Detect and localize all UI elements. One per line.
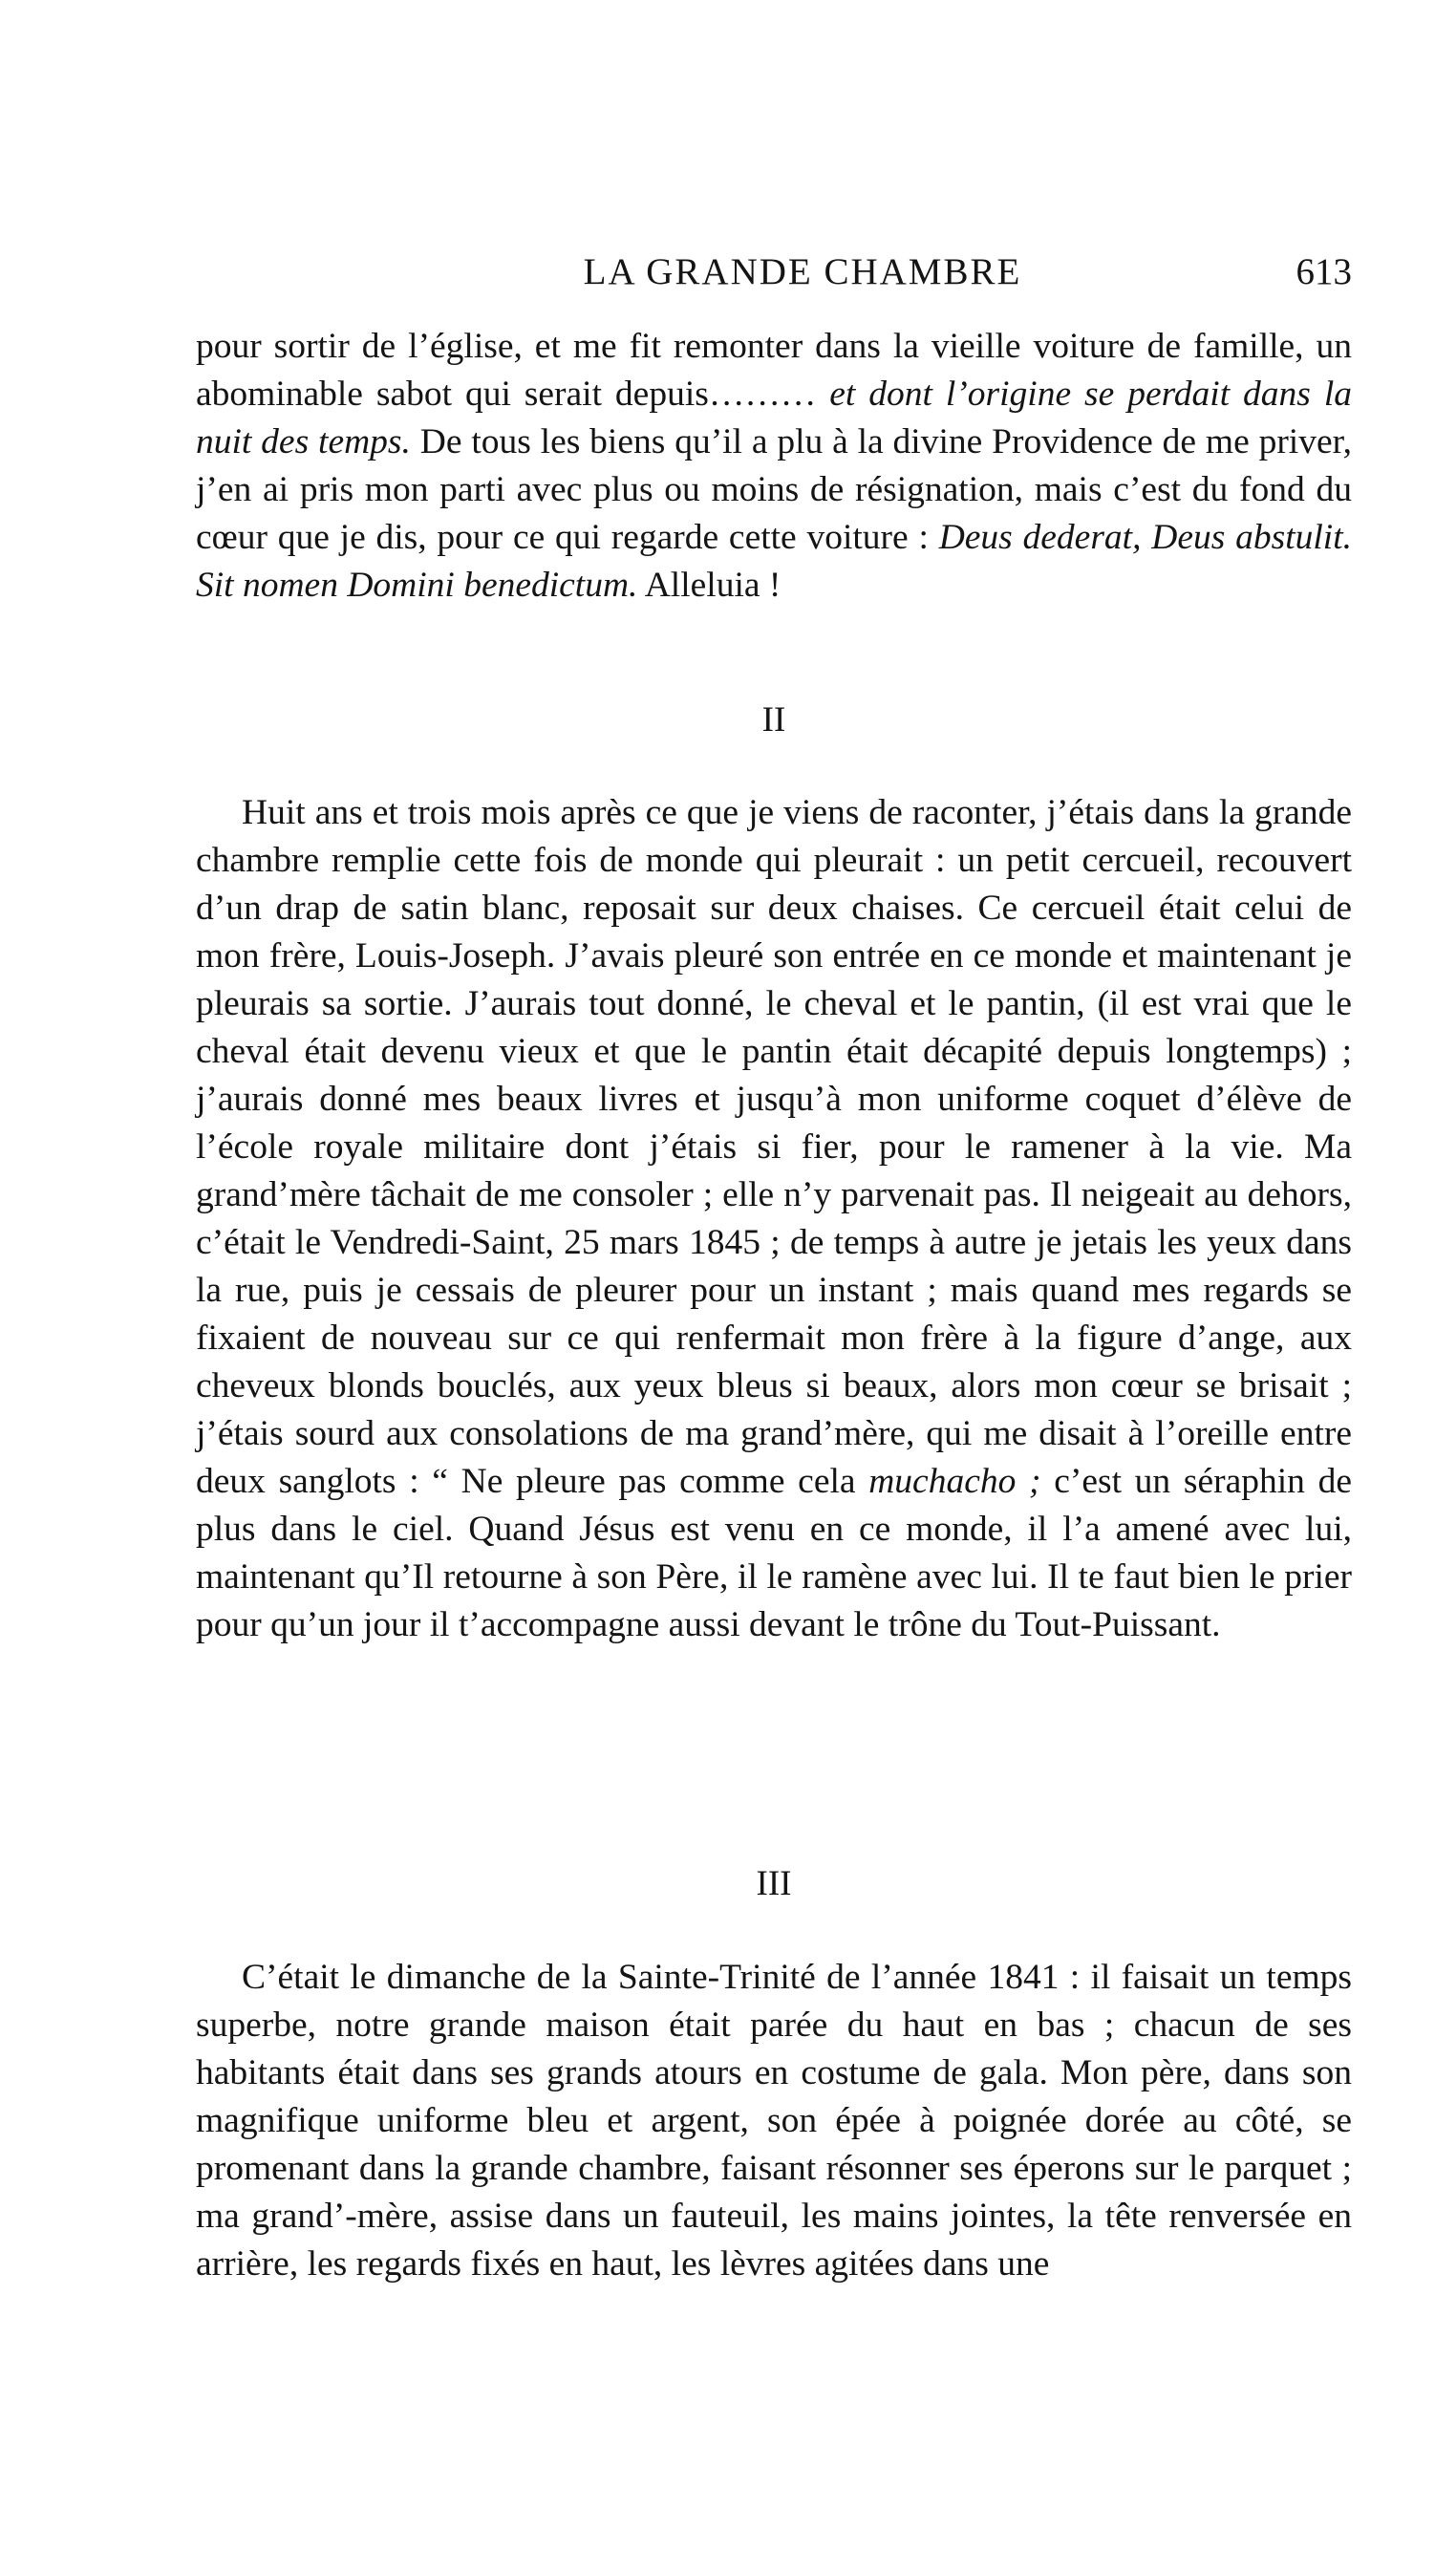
paragraph <box>196 1954 1352 2288</box>
paragraph <box>196 323 1352 610</box>
paragraph-text: C’était le dimanche de la Sainte-Trinité de l’année 1841 : il faisait un temps superbe, notre grande maison était parée du haut en bas ; chacun de ses habitants était dans ses grands atours en costume de gala. Mon père, dans son magnifique uniforme bleu et argent, son épée à poignée dorée au côté, se promenant dans la grande chambre, faisant résonner ses éperons sur le parquet ; ma grand’-mère, assise dans un fauteuil, les mains jointes, la tête renversée en arrière, les regards fixés en haut, les lèvres agitées dans une <box>196 1958 1352 2284</box>
paragraph-continuation <box>196 323 1352 610</box>
italic-phrase: et dont l’origine se perdait dans la nuit des temps. <box>196 375 1352 461</box>
section-iii-body <box>196 1954 1352 2288</box>
section-heading-ii: II <box>761 700 786 740</box>
paragraph-text: Huit ans et trois mois après ce que je viens de raconter, j’étais dans la grande chambre remplie cette fois de monde qui pleurait : un petit cercueil, recouvert d’un drap de satin blanc, reposait sur deux chaises. Ce cercueil était celui de mon frère, Louis-Joseph. J’avais pleuré son entrée en ce monde et maintenant je pleurais sa sortie. J’aurais tout donné, le cheval et le pantin, (il est vrai que le cheval était devenu vieux et que le pantin était décapité depuis longtemps) ; j’aurais donné mes beaux livres et jusqu’à mon uniforme coquet d’élève de l’école royale militaire dont j’étais si fier, pour le ramener à la vie. Ma grand’mère tâchait de me consoler ; elle n’y parvenait pas. Il neigeait au dehors, c’était le Vendredi-Saint, 25 mars 1845 ; de temps à autre je jetais les yeux dans la rue, puis je cessais de pleurer pour un instant ; mais quand mes regards se fixaient de nouveau sur ce qui renfermait mon frère à la figure d’ange, aux cheveux blonds bouclés, aux yeux bleus si beaux, alors mon cœur se brisait ; j’étais sourd aux consolations de ma grand’mère, qui me disait à l’oreille entre deux sanglots : “ Ne pleure pas comme cela <box>196 793 1352 1501</box>
section-ii-body <box>196 789 1352 1649</box>
section-heading-iii: III <box>756 1864 792 1903</box>
paragraph-text: De tous les biens qu’il a plu à la divine Providence de me priver, j’en ai pris mon parti avec plus ou moins de résignation, mais c’est du fond du cœur que je dis, pour ce qui regarde cette voiture : <box>196 422 1352 557</box>
page-number: 613 <box>1295 251 1352 292</box>
running-title: LA GRANDE CHAMBRE <box>583 251 1022 292</box>
paragraph-text: pour sortir de l’église, et me fit remonter dans la vieille voiture de famille, un abominable sabot qui serait depuis……… <box>196 327 1352 414</box>
running-header <box>196 250 1352 308</box>
paragraph <box>196 789 1352 1649</box>
paragraph-text: Alleluia ! <box>637 566 782 605</box>
latin-quote: Deus dederat, Deus abstulit. Sit nomen Domini benedictum. <box>196 518 1352 605</box>
paragraph-text: c’est un séraphin de plus dans le ciel. Quand Jésus est venu en ce monde, il l’a amené avec lui, maintenant qu’Il retourne à son Père, il le ramène avec lui. Il te faut bien le prier pour qu’un jour il t’accompagne aussi devant le trône du Tout-Puissant. <box>196 1462 1352 1644</box>
italic-word: muchacho ; <box>868 1462 1041 1501</box>
